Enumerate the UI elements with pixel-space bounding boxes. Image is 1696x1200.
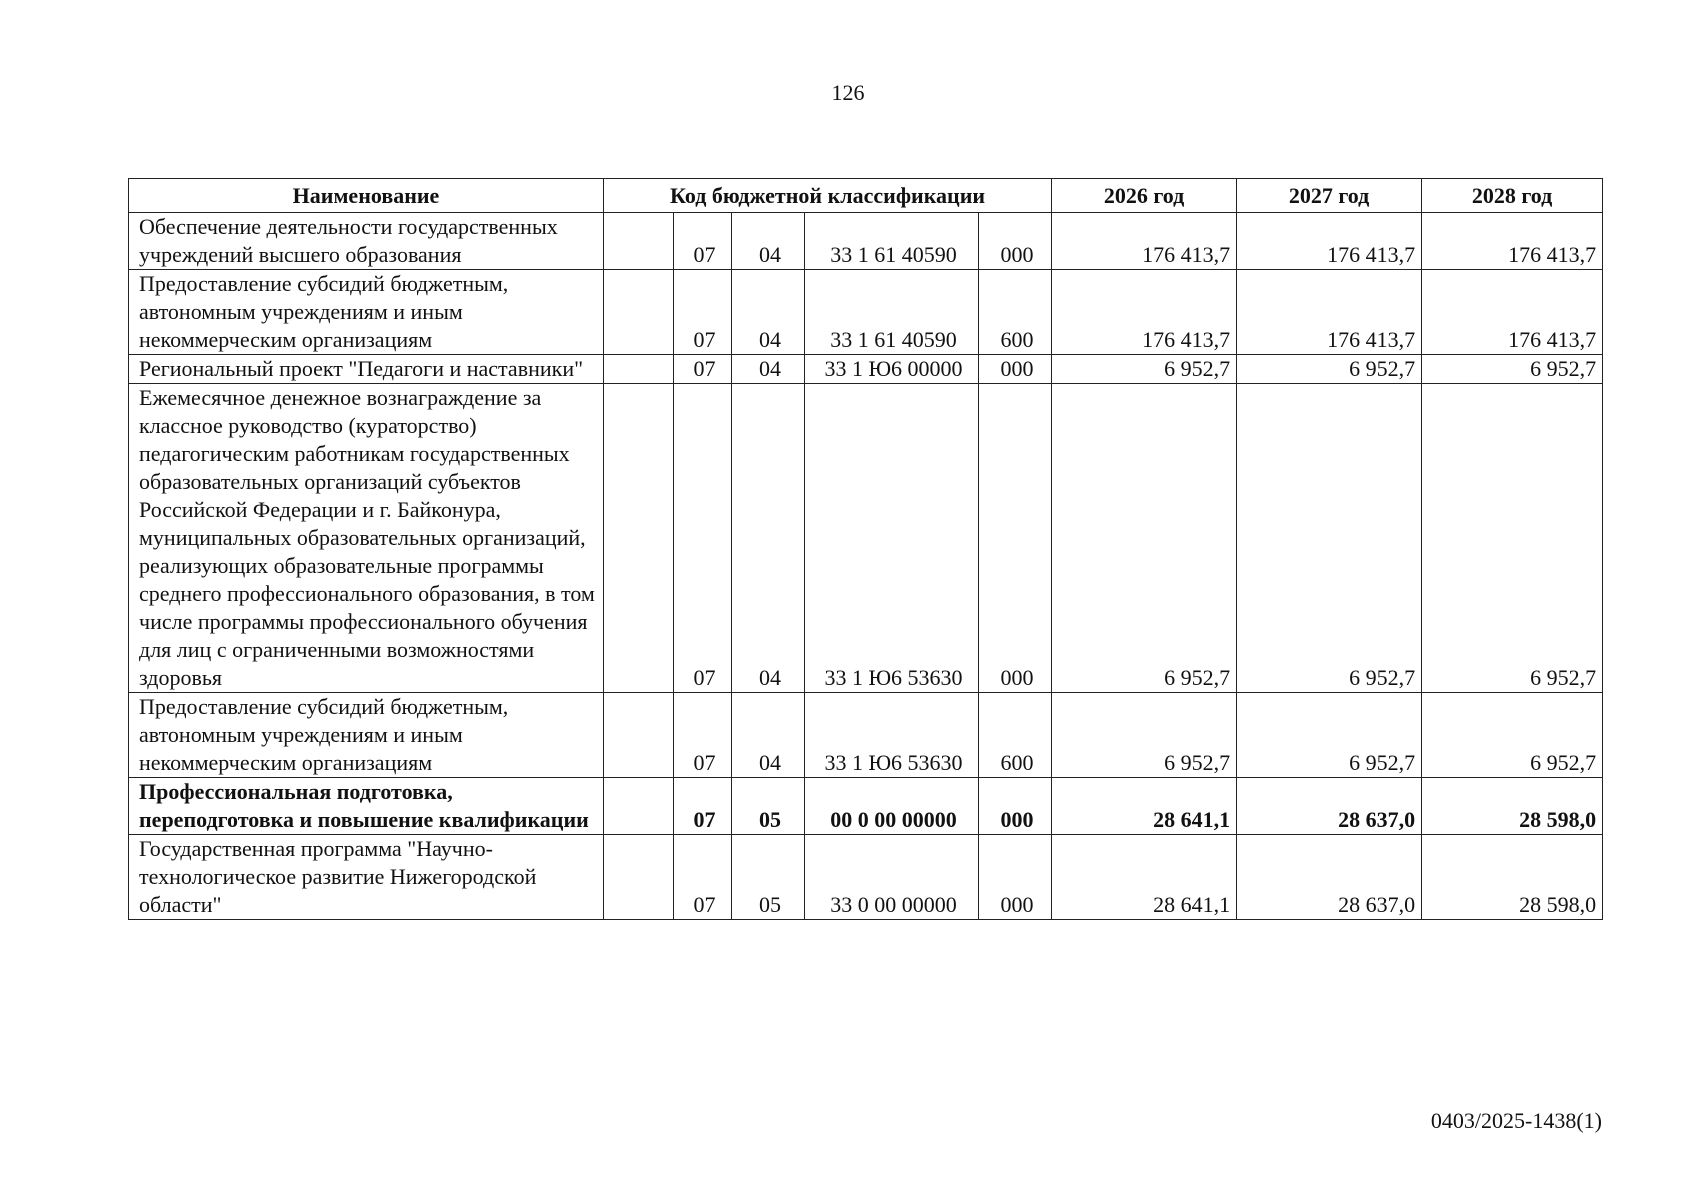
- row-section-code: 07: [674, 384, 732, 693]
- row-subsection-code: 04: [732, 213, 805, 270]
- header-name: Наименование: [129, 179, 604, 213]
- row-section-code: 07: [674, 213, 732, 270]
- row-name: Региональный проект "Педагоги и наставники": [129, 355, 604, 384]
- row-section-code: 07: [674, 355, 732, 384]
- table-body: [129, 213, 1603, 920]
- table-row: [129, 384, 1603, 693]
- row-value-2028: 176 413,7: [1422, 213, 1603, 270]
- row-subsection-code: 04: [732, 384, 805, 693]
- row-value-2027: 176 413,7: [1237, 270, 1422, 355]
- row-subsection-code: 05: [732, 778, 805, 835]
- row-value-2026: 28 641,1: [1052, 835, 1237, 920]
- row-section-code: 07: [674, 693, 732, 778]
- row-target-code: 33 1 Ю6 53630: [805, 384, 979, 693]
- header-2028: 2028 год: [1422, 179, 1603, 213]
- row-target-code: 00 0 00 00000: [805, 778, 979, 835]
- row-value-2027: 6 952,7: [1237, 384, 1422, 693]
- row-value-2027: 28 637,0: [1237, 835, 1422, 920]
- row-expense-code: 000: [979, 835, 1052, 920]
- row-target-code: 33 1 Ю6 53630: [805, 693, 979, 778]
- row-name: Ежемесячное денежное вознаграждение за классное руководство (кураторство) педагогическим работникам государственных образовательных организаций субъектов Российской Федерации и г. Байконура, муниципальных образовательных организаций, реализующих образовательные программы среднего профессионального образования, в том числе программы профессионального обучения для лиц с ограниченными возможностями здоровья: [129, 384, 604, 693]
- row-target-code: 33 0 00 00000: [805, 835, 979, 920]
- row-value-2027: 6 952,7: [1237, 355, 1422, 384]
- row-value-2028: 6 952,7: [1422, 355, 1603, 384]
- row-expense-code: 000: [979, 213, 1052, 270]
- table-row: [129, 355, 1603, 384]
- row-value-2026: 176 413,7: [1052, 270, 1237, 355]
- row-empty-cell: [604, 213, 674, 270]
- row-value-2026: 6 952,7: [1052, 693, 1237, 778]
- row-section-code: 07: [674, 778, 732, 835]
- row-value-2026: 28 641,1: [1052, 778, 1237, 835]
- row-value-2028: 28 598,0: [1422, 835, 1603, 920]
- header-2026: 2026 год: [1052, 179, 1237, 213]
- row-subsection-code: 04: [732, 270, 805, 355]
- row-empty-cell: [604, 693, 674, 778]
- table-row: [129, 270, 1603, 355]
- row-name: Профессиональная подготовка, переподготовка и повышение квалификации: [129, 778, 604, 835]
- row-name: Обеспечение деятельности государственных учреждений высшего образования: [129, 213, 604, 270]
- row-value-2028: 6 952,7: [1422, 384, 1603, 693]
- row-empty-cell: [604, 835, 674, 920]
- row-value-2026: 6 952,7: [1052, 355, 1237, 384]
- row-name: Государственная программа "Научно-технологическое развитие Нижегородской области": [129, 835, 604, 920]
- row-subsection-code: 05: [732, 835, 805, 920]
- page-number: 126: [831, 80, 865, 105]
- row-name: Предоставление субсидий бюджетным, автономным учреждениям и иным некоммерческим организациям: [129, 693, 604, 778]
- row-target-code: 33 1 61 40590: [805, 270, 979, 355]
- table-row: [129, 693, 1603, 778]
- row-subsection-code: 04: [732, 355, 805, 384]
- table-row: [129, 213, 1603, 270]
- row-value-2027: 6 952,7: [1237, 693, 1422, 778]
- row-target-code: 33 1 Ю6 00000: [805, 355, 979, 384]
- row-target-code: 33 1 61 40590: [805, 213, 979, 270]
- row-expense-code: 000: [979, 778, 1052, 835]
- row-value-2028: 28 598,0: [1422, 778, 1603, 835]
- row-empty-cell: [604, 355, 674, 384]
- table-row: [129, 835, 1603, 920]
- row-value-2026: 176 413,7: [1052, 213, 1237, 270]
- row-expense-code: 600: [979, 270, 1052, 355]
- row-section-code: 07: [674, 835, 732, 920]
- document-code: 0403/2025-1438(1): [1430, 1108, 1602, 1133]
- row-value-2028: 6 952,7: [1422, 693, 1603, 778]
- header-budget-code: Код бюджетной классификации: [604, 179, 1052, 213]
- row-value-2028: 176 413,7: [1422, 270, 1603, 355]
- budget-table: [128, 178, 1603, 920]
- row-value-2027: 28 637,0: [1237, 778, 1422, 835]
- row-empty-cell: [604, 270, 674, 355]
- row-expense-code: 000: [979, 355, 1052, 384]
- row-expense-code: 600: [979, 693, 1052, 778]
- table-header-row: [129, 179, 1603, 213]
- table-row: [129, 778, 1603, 835]
- row-empty-cell: [604, 384, 674, 693]
- header-2027: 2027 год: [1237, 179, 1422, 213]
- row-section-code: 07: [674, 270, 732, 355]
- row-value-2027: 176 413,7: [1237, 213, 1422, 270]
- row-value-2026: 6 952,7: [1052, 384, 1237, 693]
- row-empty-cell: [604, 778, 674, 835]
- row-expense-code: 000: [979, 384, 1052, 693]
- row-name: Предоставление субсидий бюджетным, автономным учреждениям и иным некоммерческим организациям: [129, 270, 604, 355]
- row-subsection-code: 04: [732, 693, 805, 778]
